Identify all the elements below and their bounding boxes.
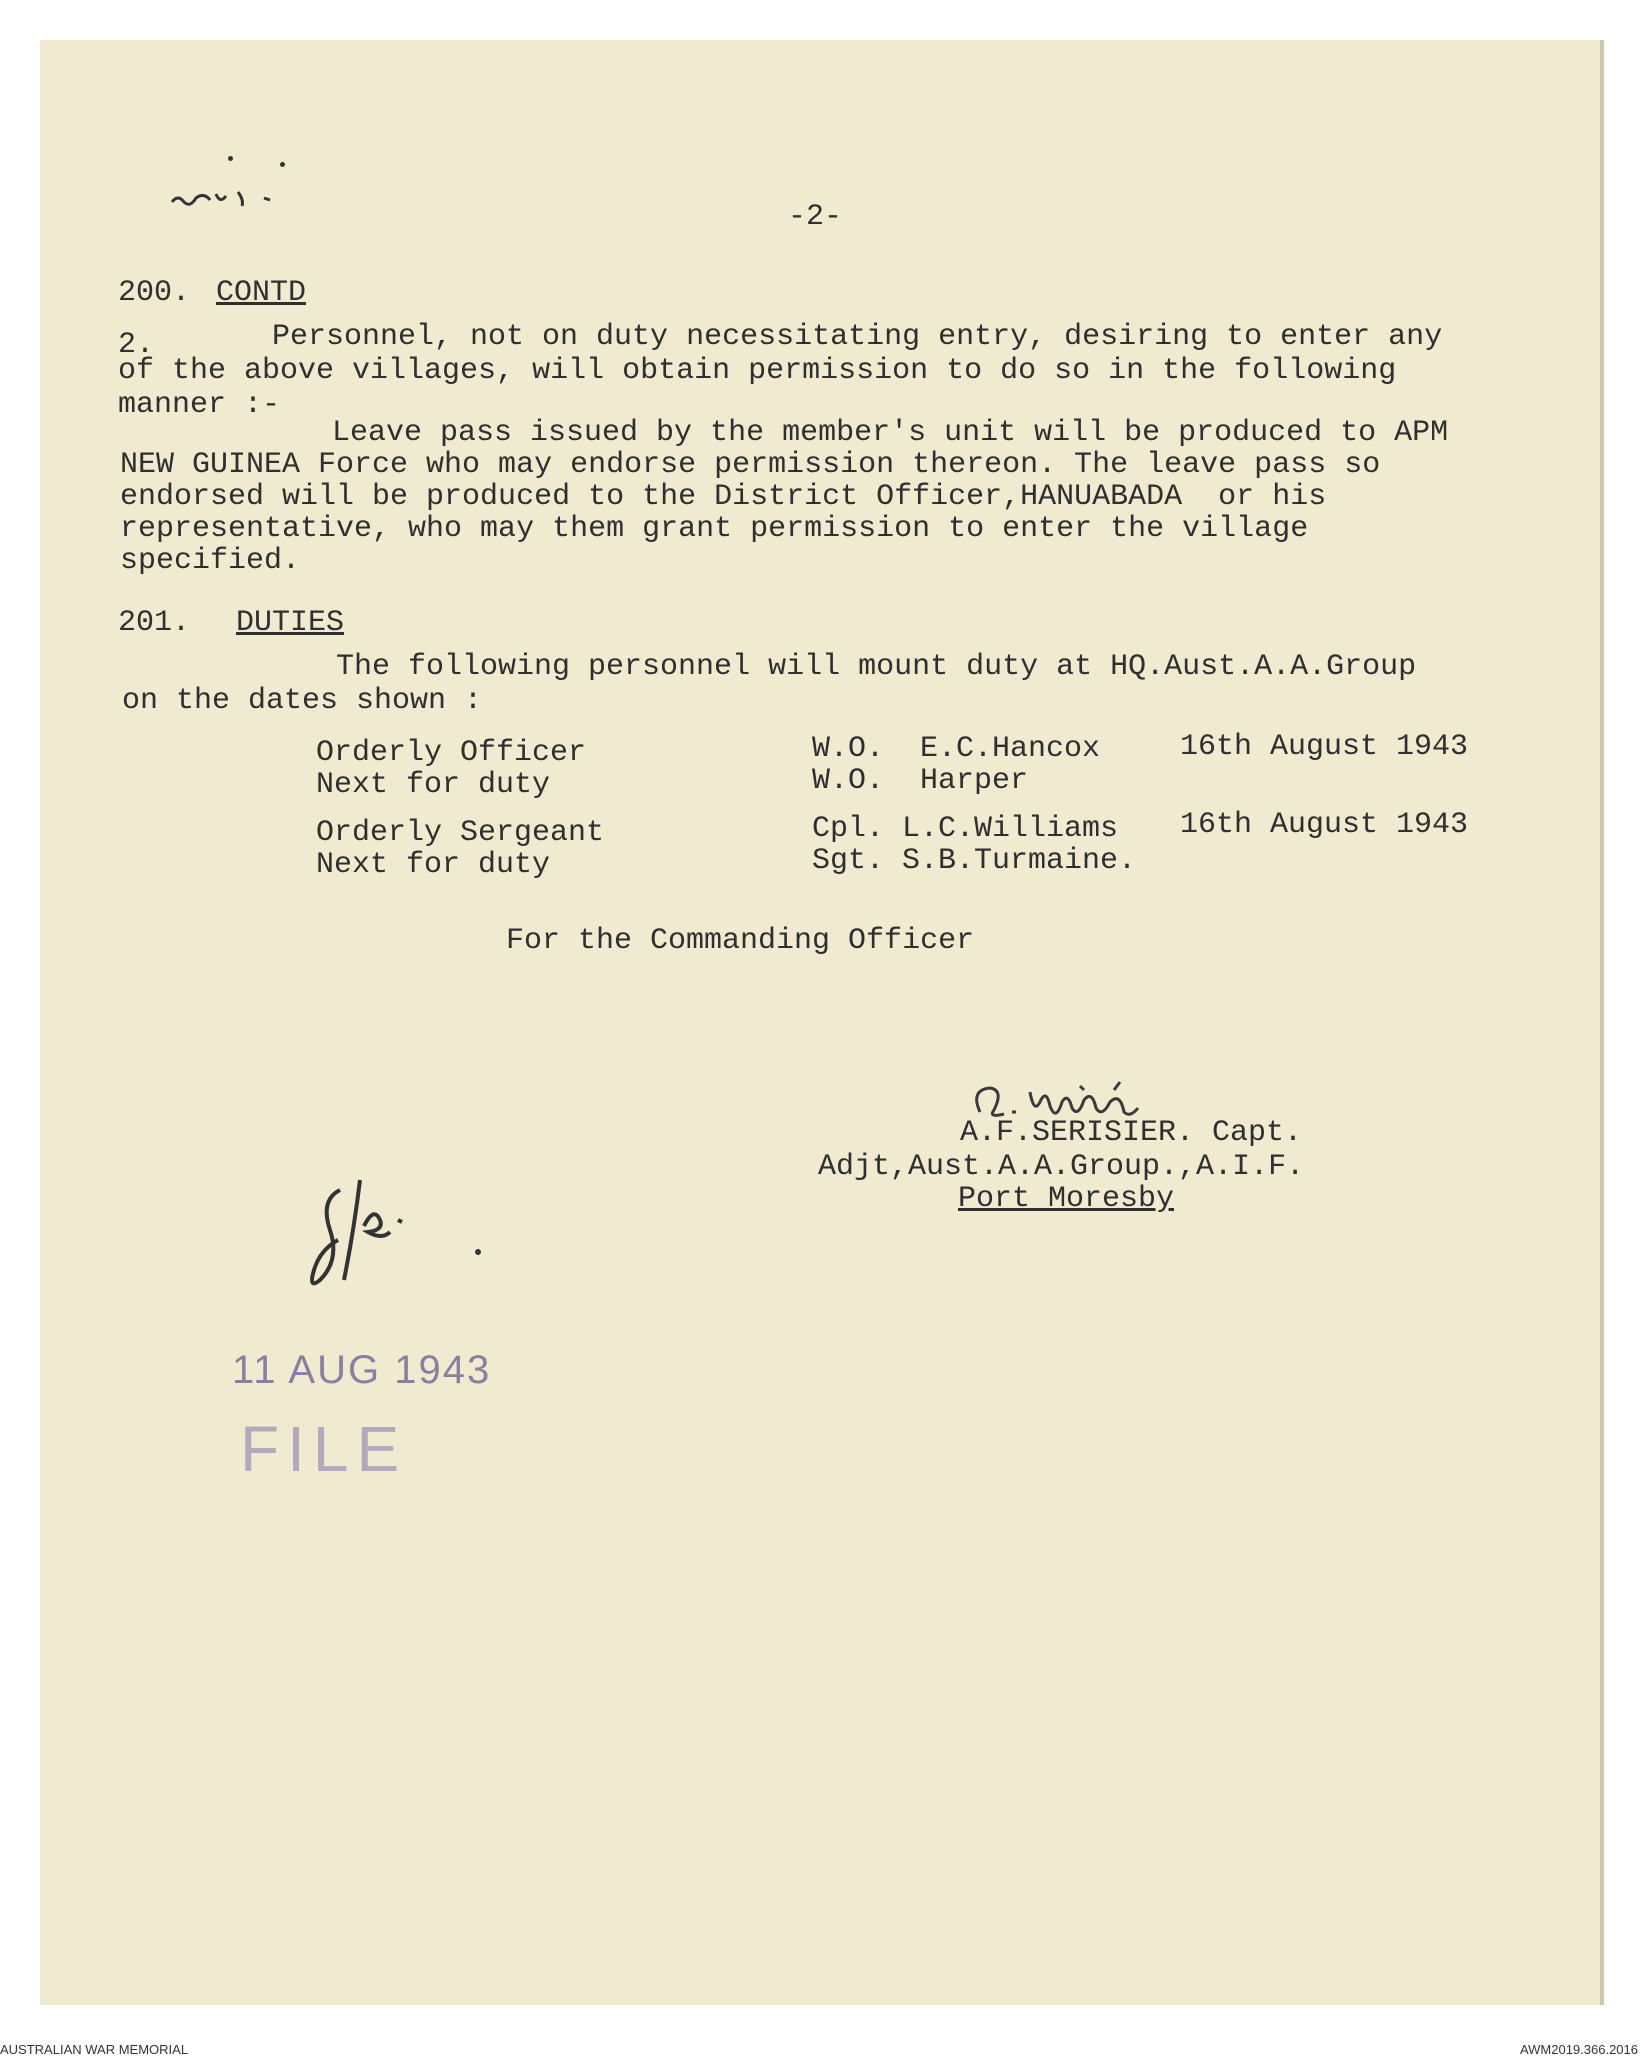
section-201-heading: DUTIES	[236, 606, 345, 640]
paragraph-number: 2.	[118, 328, 155, 362]
footer-reference: AWM2019.366.2016	[1519, 2042, 1638, 2057]
section-200-line-1: Personnel, not on duty necessitating entry, desiring to enter any	[272, 320, 1443, 354]
section-200-line-4: Leave pass issued by the member's unit will be produced to APM	[332, 416, 1449, 450]
duty-date: 16th August 1943	[1180, 730, 1469, 764]
section-200-line-6: endorsed will be produced to the District Officer,HANUABADA or his	[120, 480, 1327, 514]
section-201-line-2: on the dates shown :	[122, 684, 483, 718]
signature-name: A.F.SERISIER. Capt.	[960, 1116, 1303, 1150]
scribble-mark-icon	[168, 184, 278, 214]
signature-location: Port Moresby	[958, 1182, 1175, 1216]
date-stamp: 11 AUG 1943	[232, 1348, 492, 1392]
section-200-line-3: manner :-	[118, 388, 281, 422]
signature-title: Adjt,Aust.A.A.Group.,A.I.F.	[818, 1150, 1305, 1184]
duty-name: W.O. Harper	[812, 764, 1029, 798]
file-stamp: FILE	[240, 1413, 408, 1485]
section-200-line-8: specified.	[120, 544, 301, 578]
page-number: -2-	[788, 200, 843, 234]
document-page	[40, 40, 1604, 2005]
section-200-line-2: of the above villages, will obtain permission to do so in the following	[118, 354, 1397, 388]
section-200-heading: CONTD	[216, 276, 307, 310]
duty-name: W.O. E.C.Hancox	[812, 732, 1101, 766]
handwritten-initials-icon	[290, 1170, 490, 1310]
duty-role: Next for duty	[316, 768, 551, 802]
footer-institution: AUSTRALIAN WAR MEMORIAL	[0, 2042, 189, 2057]
section-200-line-5: NEW GUINEA Force who may endorse permission thereon. The leave pass so	[120, 448, 1381, 482]
closing-line: For the Commanding Officer	[506, 924, 975, 958]
duty-role: Orderly Sergeant	[316, 816, 605, 850]
duty-name: Sgt. S.B.Turmaine.	[812, 844, 1137, 878]
section-200-line-7: representative, who may them grant permission to enter the village	[120, 512, 1309, 546]
duty-date: 16th August 1943	[1180, 808, 1469, 842]
section-201-line-1: The following personnel will mount duty at HQ.Aust.A.A.Group	[336, 650, 1417, 684]
duty-role: Next for duty	[316, 848, 551, 882]
section-201-number: 201.	[118, 606, 191, 640]
section-200-number: 200.	[118, 276, 191, 310]
duty-name: Cpl. L.C.Williams	[812, 812, 1119, 846]
duty-role: Orderly Officer	[316, 736, 587, 770]
